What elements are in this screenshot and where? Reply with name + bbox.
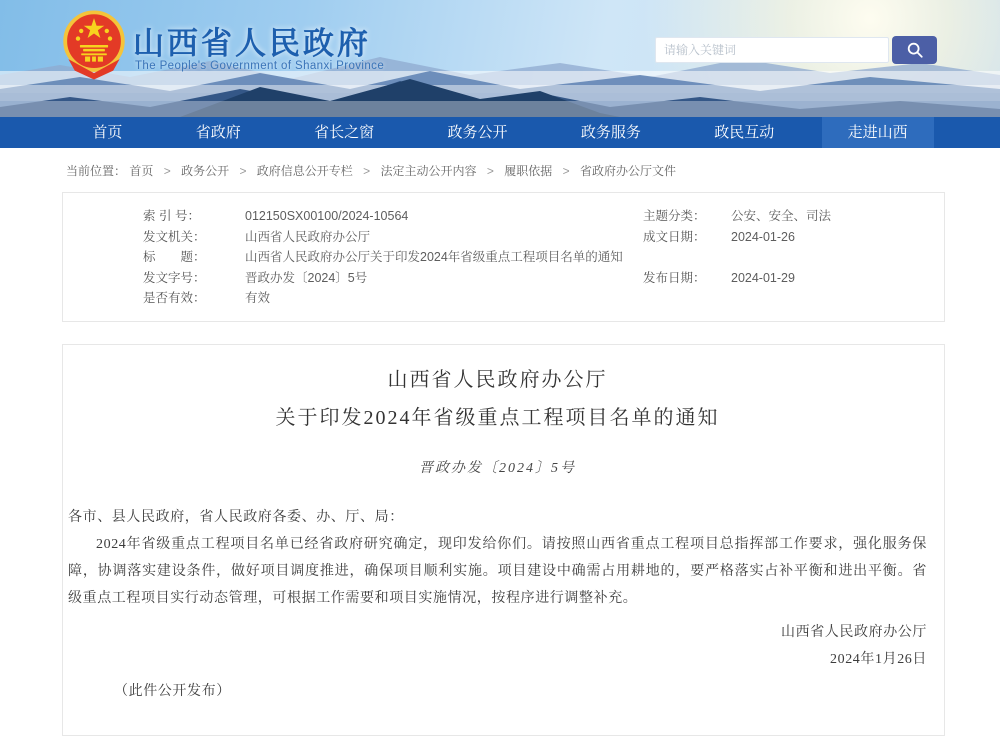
meta-publish-date-label: 发布日期： — [643, 270, 706, 285]
search-icon — [906, 41, 924, 59]
meta-title-value: 山西省人民政府办公厅关于印发2024年省级重点工程项目名单的通知 — [245, 250, 623, 264]
nav-item-gov-services[interactable]: 政务服务 — [580, 124, 641, 141]
breadcrumb-separator: > — [163, 164, 171, 178]
meta-validity-label: 是否有效： — [143, 291, 206, 305]
meta-validity-value: 有效 — [245, 291, 271, 305]
meta-doc-number-label: 发文字号： — [143, 270, 206, 285]
document-title-line2: 关于印发2024年省级重点工程项目名单的通知 — [275, 406, 720, 429]
document-paragraph: 2024年省级重点工程项目名单已经省政府研究确定，现印发给你们。请按照山西省重点工程项目总指挥部工作要求，强化服务保障，协调落实建设条件，做好项目调度推进，确保项目顺利实施。项目建设中确需占用耕地的，要严格落实占补平衡和进出平衡。省级重点工程项目实行动态管理，可根据工作需要和项目实施情况，按程序进行调整补充。 — [68, 536, 927, 606]
breadcrumb-item-disclosure[interactable]: 政务公开 — [181, 164, 230, 178]
breadcrumb-item-statutory-content[interactable]: 法定主动公开内容 — [380, 164, 477, 178]
breadcrumb-item-office-documents[interactable]: 省政府办公厅文件 — [579, 164, 676, 178]
meta-index-value: 012150SX00100/2024-10564 — [245, 209, 409, 223]
breadcrumb-separator: > — [363, 164, 371, 178]
national-emblem-logo — [62, 9, 126, 81]
breadcrumb-separator: > — [562, 164, 570, 178]
site-header — [0, 0, 1000, 117]
breadcrumb-item-info-column[interactable]: 政府信息公开专栏 — [256, 164, 353, 178]
search-button[interactable] — [892, 36, 937, 64]
meta-written-date-label: 成文日期： — [643, 229, 706, 244]
nav-item-governor-window[interactable]: 省长之窗 — [314, 124, 375, 141]
search-input[interactable] — [655, 37, 889, 63]
document-title-line1: 山西省人民政府办公厅 — [387, 368, 608, 391]
nav-item-about-shanxi[interactable]: 走进山西 — [822, 117, 934, 148]
meta-issuing-agency-value: 山西省人民政府办公厅 — [245, 229, 371, 244]
meta-written-date-value: 2024-01-26 — [731, 229, 795, 244]
meta-publish-date-value: 2024-01-29 — [731, 270, 795, 285]
nav-item-home[interactable]: 首页 — [92, 124, 123, 141]
document-signature: 山西省人民政府办公厅 — [781, 624, 927, 640]
site-title: 山西省人民政府 — [133, 26, 371, 61]
meta-topic-label: 主题分类： — [643, 209, 706, 223]
meta-title-label: 标 题： — [143, 250, 206, 264]
breadcrumb-separator: > — [239, 164, 247, 178]
meta-index-label: 索 引 号： — [143, 209, 200, 223]
document-date: 2024年1月26日 — [830, 651, 927, 667]
document-salutation: 各市、县人民政府，省人民政府各委、办、厅、局： — [68, 509, 404, 525]
breadcrumb-separator: > — [486, 164, 494, 178]
nav-item-interaction[interactable]: 政民互动 — [714, 124, 775, 141]
main-nav — [0, 117, 1000, 148]
document-footnote: （此件公开发布） — [114, 683, 231, 699]
nav-item-provincial-government[interactable]: 省政府 — [195, 124, 241, 141]
nav-item-gov-disclosure[interactable]: 政务公开 — [447, 124, 508, 141]
document-number: 晋政办发〔2024〕5号 — [419, 460, 576, 476]
meta-issuing-agency-label: 发文机关： — [143, 229, 206, 244]
document-content-box — [62, 344, 945, 736]
breadcrumb-item-home[interactable]: 首页 — [129, 164, 154, 178]
site-subtitle: The People's Government of Shanxi Province — [135, 60, 385, 72]
document-meta-box — [62, 192, 945, 322]
breadcrumb-item-duty-basis[interactable]: 履职依据 — [504, 164, 553, 178]
breadcrumb — [0, 148, 1000, 192]
meta-topic-value: 公安、安全、司法 — [731, 209, 832, 223]
breadcrumb-label: 当前位置： — [66, 164, 127, 178]
meta-doc-number-value: 晋政办发〔2024〕5号 — [245, 270, 368, 285]
